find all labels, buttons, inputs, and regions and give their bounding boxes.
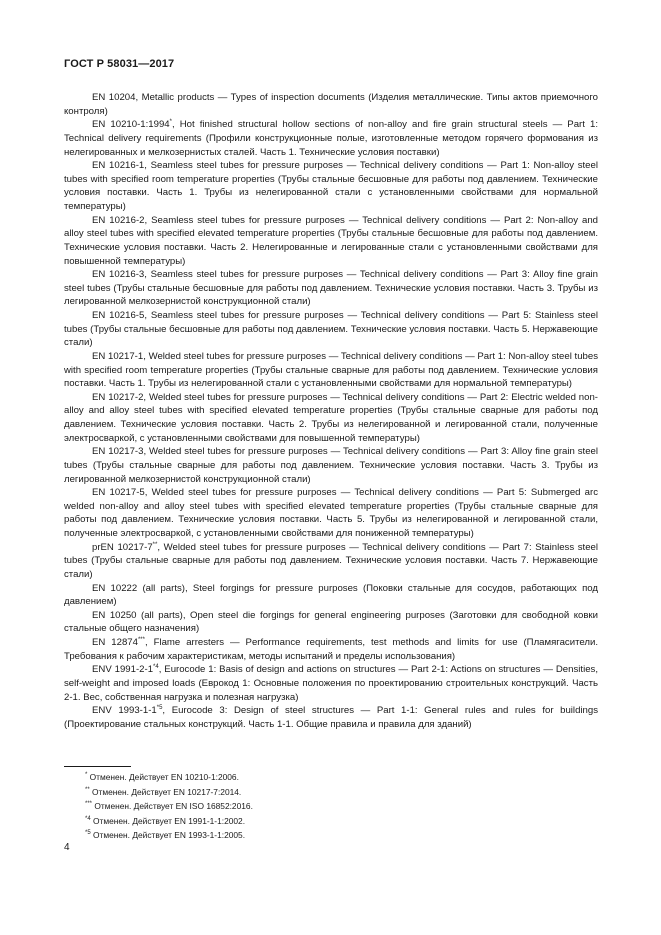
footnote-text: Отменен. Действует EN 1991-1-1:2002.	[90, 815, 246, 826]
reference-text: EN 10216-2, Seamless steel tubes for pressure purposes — Technical delivery conditions — Part 2: Non-alloy and alloy steel tubes with specified elevated temperature properties (Трубы стальные бесшовные для работы под давлением. Технические условия поставки. Часть 2. Нелегированные и легированные стали с установленными свойствами для повышенной температуры)	[64, 214, 598, 267]
page-number: 4	[64, 842, 70, 853]
reference-text: EN 10250 (all parts), Open steel die forgings for general engineering purposes (Заготовки для свободной ковки стальные общего назначения)	[64, 609, 598, 635]
footnote-marker: **	[152, 541, 158, 548]
footnote-item	[85, 828, 253, 843]
references-list	[64, 91, 598, 731]
reference-text: EN 10216-1, Seamless steel tubes for pressure purposes — Technical delivery conditions — Part 1: Non-alloy steel tubes with specified room temperature properties (Трубы стальные бесшовные для работы под давлением. Технические условия поставки. Часть 1. Трубы из нелегированной стали с установленными свойствами для нормальной температуры)	[64, 160, 598, 212]
document-header: ГОСТ Р 58031—2017	[64, 58, 175, 70]
footnote-mark: **	[85, 786, 90, 793]
reference-item	[64, 268, 598, 309]
reference-text: ENV 1993-1-1	[92, 705, 157, 717]
reference-text: EN 10204, Metallic products — Types of inspection documents (Изделия металлические. Типы актов приемочного контроля)	[64, 92, 598, 117]
reference-item	[64, 636, 598, 663]
footnote-marker: *5	[156, 704, 163, 711]
reference-text-cont: , Hot finished structural hollow sections of non-alloy and fire grain structural steels — Part 1: Technical delivery requirements (Профили конструкционные полые, изготовленные методом горячего формования из нелегированных и мелкозернистых сталей. Часть 1. Технические условия поставки)	[64, 119, 598, 158]
reference-item	[64, 214, 598, 269]
reference-item	[64, 582, 598, 609]
footnote-item	[85, 799, 253, 814]
footnote-text: Отменен. Действует EN 1993-1-1:2005.	[90, 830, 246, 840]
reference-text: EN 10217-3, Welded steel tubes for pressure purposes — Technical delivery conditions — Part 3: Alloy fine grain steel tubes (Трубы стальные сварные для работы под давлением. Технические условия поставки. Часть 3. Трубы из легированной мелкозернистой конструкционной стали)	[64, 446, 598, 485]
footnote-text: Отменен. Действует EN ISO 16852:2016.	[92, 801, 253, 811]
reference-item	[64, 91, 598, 118]
reference-item	[64, 704, 598, 731]
reference-item	[64, 486, 598, 541]
reference-text-cont: , Eurocode 1: Basis of design and actions on structures — Part 2-1: Actions on structures — Densities, self-weight and imposed loads (Еврокод 1: Основные положения по проектированию строительных конструкций. Часть 2-1. Вес, собственная нагрузка и полезная нагрузка)	[64, 664, 598, 703]
footnote-item	[85, 770, 253, 785]
footnote-mark: *4	[85, 815, 91, 822]
footnote-marker: *	[169, 119, 172, 126]
reference-item	[64, 350, 598, 391]
reference-text: EN 10217-1, Welded steel tubes for pressure purposes — Technical delivery conditions — Part 1: Non-alloy steel tubes with specified room temperature properties (Трубы стальные сварные для работы под давлением. Технические условия поставки. Часть 1. Трубы из нелегированной стали с установленными свойствами для нормальной температуры)	[64, 350, 598, 390]
footnote-item	[85, 785, 253, 800]
reference-text: EN 10217-5, Welded steel tubes for pressure purposes — Technical delivery conditions — Part 5: Submerged arc welded non-alloy and alloy steel tubes with specified elevated temperature properties (Трубы стальные сварные для работы под давлением. Технические условия поставки. Часть 5. Трубы из нелегированной и легированной стали, полученные электросваркой, с установленными свойствами для пониженной температуры)	[64, 487, 598, 539]
footnote-mark: *5	[85, 830, 91, 837]
reference-text: EN 12874	[92, 637, 138, 648]
reference-item	[64, 609, 598, 636]
footnote-marker: ***	[137, 636, 145, 643]
reference-text: EN 10216-3, Seamless steel tubes for pressure purposes — Technical delivery conditions — Part 3: Alloy fine grain steel tubes (Трубы стальные бесшовные для работы под давлением. Технические условия поставки. Часть 3. Трубы из легированной мелкозернистой конструкционной стали)	[64, 269, 598, 308]
footnote-text: Отменен. Действует EN 10217-7:2014.	[89, 786, 242, 797]
footnote-item	[85, 814, 253, 829]
reference-text: EN 10216-5, Seamless steel tubes for pressure purposes — Technical delivery conditions — Part 5: Stainless steel tubes (Трубы стальные бесшовные для работы под давлением. Технические условия поставки. Часть 5. Нержавеющие стали)	[64, 310, 598, 349]
reference-text: EN 10222 (all parts), Steel forgings for pressure purposes (Поковки стальные для сосудов, работающих под давлением)	[64, 582, 598, 608]
reference-item	[64, 663, 598, 704]
reference-item	[64, 309, 598, 350]
reference-text: EN 10210-1:1994	[92, 119, 170, 131]
reference-item	[64, 118, 598, 159]
footnote-mark: ***	[85, 801, 93, 808]
reference-text-cont: , Flame arresters — Performance requirements, test methods and limits for use (Пламягасители. Требования к рабочим характеристикам, методы испытаний и пределы использования)	[64, 637, 599, 662]
footnote-marker: *4	[153, 664, 159, 671]
reference-text-cont: , Eurocode 3: Design of steel structures — Part 1-1: General rules and rules for buildings (Проектирование стальных конструкций. Часть 1-1. Общие правила и правила для зданий)	[64, 705, 599, 730]
footnote-mark: *	[85, 772, 88, 779]
footnote-text: Отменен. Действует EN 10210-1:2006.	[87, 772, 239, 782]
reference-item	[64, 445, 598, 486]
reference-text: EN 10217-2, Welded steel tubes for pressure purposes — Technical delivery conditions — Part 2: Electric welded non-alloy and alloy steel tubes with specified elevated temperature properties (Трубы стальные сварные для работы под давлением. Технические условия поставки. Часть 2. Трубы из нелегированной и легированной стали, полученные электросваркой, с установленными свойствами для повышенной температуры)	[64, 391, 598, 444]
reference-item	[64, 541, 598, 582]
reference-text: prEN 10217-7	[92, 541, 153, 553]
footnote-separator	[64, 766, 131, 767]
reference-item	[64, 391, 598, 446]
reference-item	[64, 159, 598, 214]
reference-text: ENV 1991-2-1	[92, 664, 154, 676]
footnotes-list	[85, 770, 253, 843]
reference-text-cont: , Welded steel tubes for pressure purposes — Technical delivery conditions — Part 7: Stainless steel tubes (Трубы стальные сварные для работы под давлением. Технические условия поставки. Часть 7. Нержавеющие стали)	[64, 541, 599, 580]
